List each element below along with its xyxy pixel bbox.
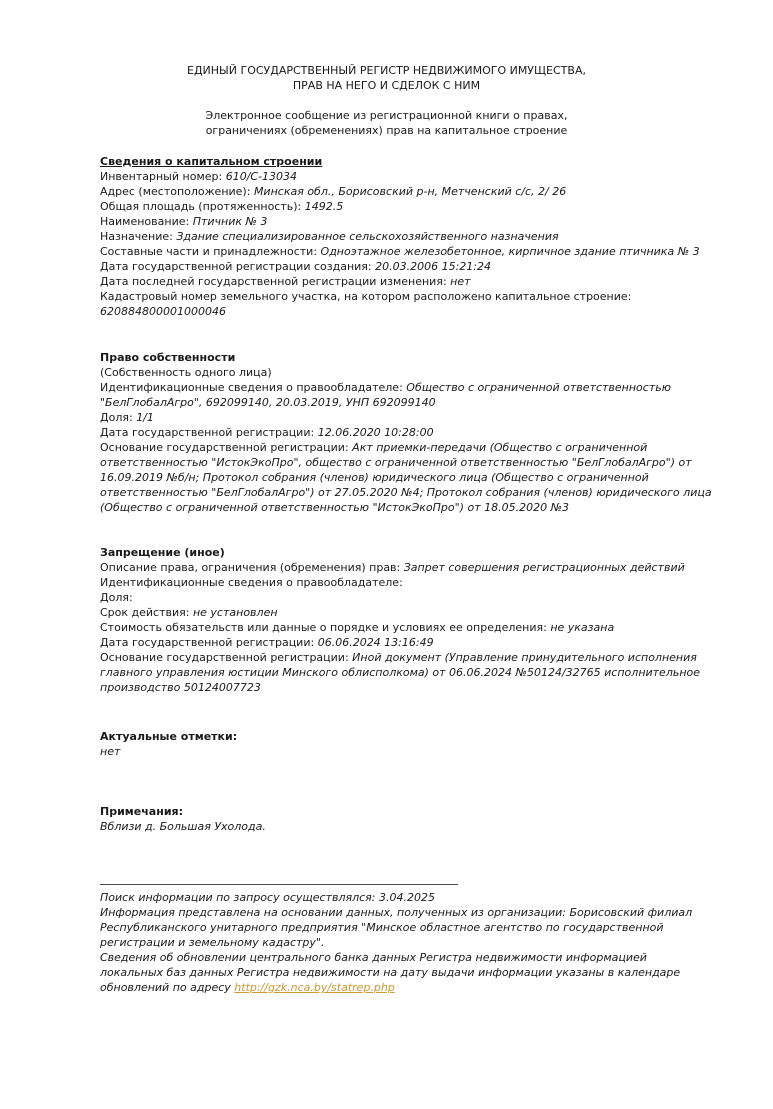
field-row — [100, 244, 712, 259]
field-value: 06.06.2024 13:16:49 — [317, 636, 434, 649]
document-subtitle — [0, 108, 773, 138]
field-row — [100, 274, 712, 289]
field-value: Минская обл., Борисовский р-н, Метченский с/с, 2/ 26 — [253, 185, 567, 198]
field-label: Доля: — [100, 591, 133, 604]
footer-search-line: Поиск информации по запросу осуществлялся: 3.04.2025 — [100, 891, 435, 904]
field-label: Составные части и принадлежности: — [100, 245, 318, 258]
notes-value: Вблизи д. Большая Ухолода. — [100, 820, 266, 833]
field-value: 1/1 — [136, 411, 154, 424]
field-label: Основание государственной регистрации: — [100, 441, 349, 454]
field-row — [100, 560, 712, 575]
field-row — [100, 289, 712, 319]
field-value: нет — [450, 275, 471, 288]
section-heading: Право собственности — [100, 351, 236, 364]
field-row — [100, 214, 712, 229]
footer-source-line: Информация представлена на основании данных, полученных из организации: Борисовский филиал Республиканского унитарного предприятия "Минское областное агентство по государственной регистрации и земельному кадастру". — [100, 906, 693, 949]
subtitle-line-1: Электронное сообщение из регистрационной книги о правах, — [205, 109, 568, 122]
field-row — [100, 440, 712, 515]
field-row — [100, 169, 712, 184]
section-restriction — [100, 545, 712, 695]
field-value: Одноэтажное железобетонное, кирпичное здание птичника № 3 — [320, 245, 700, 258]
field-label: Общая площадь (протяженность): — [100, 200, 302, 213]
field-row — [100, 410, 712, 425]
field-label: Дата последней государственной регистрации изменения: — [100, 275, 447, 288]
field-label: Идентификационные сведения о правообладателе: — [100, 576, 403, 589]
field-value: Акт приемки-передачи (Общество с ограниченной ответственностью "ИстокЭкоПро", общество с ограниченной ответственностью "БелГлобалАгро") от 16.09.2019 №б/н; Протокол собрания (членов) юридического лица (Общество с ограниченной ответственностью "БелГлобалАгро") от 27.05.2020 №4; Протокол собрания (членов) юридического лица (Общество с ограниченной ответственностью "ИстокЭкоПро") от 18.05.2020 №3 — [100, 441, 712, 514]
field-value: Здание специализированное сельскохозяйственного назначения — [176, 230, 559, 243]
field-row — [100, 635, 712, 650]
field-label: Дата государственной регистрации: — [100, 426, 315, 439]
statrep-link[interactable]: http://gzk.nca.by/statrep.php — [234, 981, 395, 994]
section-notes — [100, 804, 712, 834]
field-label: Описание права, ограничения (обременения) прав: — [100, 561, 401, 574]
field-row — [100, 620, 712, 635]
field-row — [100, 425, 712, 440]
field-value: Иной документ (Управление принудительного исполнения главного управления юстиции Минского облисполкома) от 06.06.2024 №50124/32765 исполнительное производство 50124007723 — [100, 651, 701, 694]
title-line-1: ЕДИНЫЙ ГОСУДАРСТВЕННЫЙ РЕГИСТР НЕДВИЖИМОГО ИМУЩЕСТВА, — [187, 64, 586, 77]
section-ownership-right — [100, 350, 712, 515]
document-title — [0, 63, 773, 93]
field-label: Доля: — [100, 411, 133, 424]
title-line-2: ПРАВ НА НЕГО И СДЕЛОК С НИМ — [292, 79, 481, 92]
field-row — [100, 199, 712, 214]
section-heading: Примечания: — [100, 805, 183, 818]
section-current-marks — [100, 729, 712, 759]
field-label: Срок действия: — [100, 606, 190, 619]
field-label: Основание государственной регистрации: — [100, 651, 349, 664]
footer-update-note — [100, 950, 712, 995]
field-row — [100, 259, 712, 274]
field-label: Стоимость обязательств или данные о порядке и условиях ее определения: — [100, 621, 547, 634]
field-value: Птичник № 3 — [192, 215, 268, 228]
field-label: Идентификационные сведения о правообладателе: — [100, 381, 403, 394]
section-footer — [100, 884, 712, 995]
field-label: Инвентарный номер: — [100, 170, 223, 183]
field-label: Назначение: — [100, 230, 173, 243]
field-row — [100, 605, 712, 620]
field-value: 12.06.2020 10:28:00 — [317, 426, 434, 439]
field-label: Наименование: — [100, 215, 190, 228]
field-value: 620884800001000046 — [100, 305, 226, 318]
field-value: 1492.5 — [304, 200, 344, 213]
section-heading: Сведения о капитальном строении — [100, 155, 323, 168]
footer-update-text: Сведения об обновлении центрального банка данных Регистра недвижимости информацией локальных баз данных Регистра недвижимости на дату выдачи информации указаны в календаре обновлений по адресу — [100, 951, 681, 994]
field-row — [100, 380, 712, 410]
field-value: Общество с ограниченной ответственностью "БелГлобалАгро", 692099140, 20.03.2019, УНП 692099140 — [100, 381, 671, 409]
field-label: Дата государственной регистрации: — [100, 636, 315, 649]
field-label: Адрес (местоположение): — [100, 185, 251, 198]
field-value: Запрет совершения регистрационных действий — [403, 561, 685, 574]
field-value: не указана — [550, 621, 615, 634]
section-heading: Запрещение (иное) — [100, 546, 225, 559]
field-row — [100, 650, 712, 695]
section-heading: Актуальные отметки: — [100, 730, 238, 743]
section-subheading: (Собственность одного лица) — [100, 366, 272, 379]
separator-line — [100, 884, 458, 885]
field-row — [100, 229, 712, 244]
field-row — [100, 184, 712, 199]
field-value: 610/С-13034 — [225, 170, 298, 183]
field-row — [100, 575, 712, 590]
field-value: не установлен — [192, 606, 278, 619]
section-building-info — [100, 154, 712, 319]
marks-value: нет — [100, 745, 121, 758]
subtitle-line-2: ограничениях (обременениях) прав на капитальное строение — [205, 124, 568, 137]
field-value: 20.03.2006 15:21:24 — [375, 260, 492, 273]
field-label: Дата государственной регистрации создания: — [100, 260, 372, 273]
field-row — [100, 590, 712, 605]
field-label: Кадастровый номер земельного участка, на котором расположено капитальное строение: — [100, 290, 632, 303]
